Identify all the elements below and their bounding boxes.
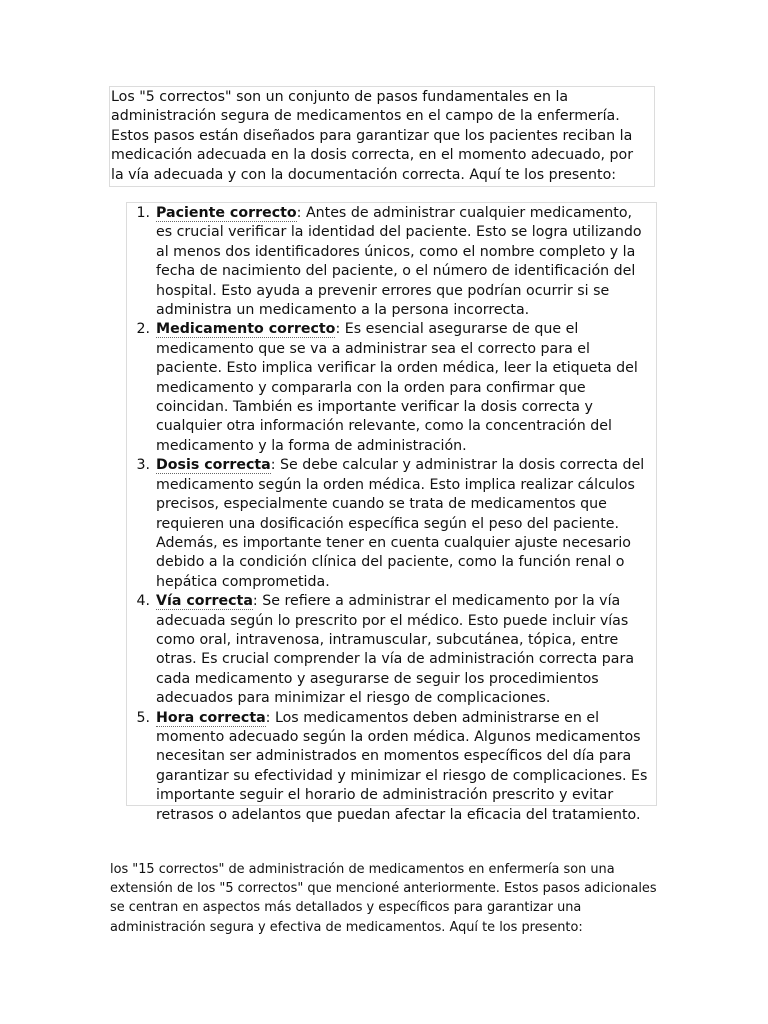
five-rights-list-box xyxy=(126,202,657,823)
list-item xyxy=(136,204,652,320)
list-item-number: 2. xyxy=(136,321,150,338)
list-item-title: Medicamento correcto xyxy=(156,321,336,338)
list-item-text: : Es esencial asegurarse de que el medicamento que se va a administrar sea el correcto para el paciente. Esto implica verificar la orden médica, leer la etiqueta del medicamento y compararla con la orden para confirmar que coincidan. También es importante verificar la dosis correcta y cualquier otra información relevante, como la concentración del medicamento y la forma de administración. xyxy=(156,321,638,454)
five-rights-list xyxy=(127,204,656,825)
list-item-text: : Se debe calcular y administrar la dosis correcta del medicamento según la orden médica. Esto implica realizar cálculos precisos, especialmente cuando se trata de medicamentos que requieren una dosificación específica según el peso del paciente. Además, es importante tener en cuenta cualquier ajuste necesario debido a la condición clínica del paciente, como la función renal o hepática comprometida. xyxy=(156,457,645,590)
list-item xyxy=(136,709,652,825)
list-item-text: : Se refiere a administrar el medicamento por la vía adecuada según lo prescrito por el médico. Esto puede incluir vías como oral, intravenosa, intramuscular, subcutánea, tópica, entre otras. Es crucial comprender la vía de administración correcta para cada medicamento y asegurarse de seguir los procedimientos adecuados para minimizar el riesgo de complicaciones. xyxy=(156,593,635,707)
list-item-number: 4. xyxy=(136,593,150,610)
list-item-number: 3. xyxy=(136,457,150,474)
list-item-text: : Antes de administrar cualquier medicamento, es crucial verificar la identidad del paciente. Esto se logra utilizando al menos dos identificadores únicos, como el nombre completo y la fecha de nacimiento del paciente, o el número de identificación del hospital. Esto ayuda a prevenir errores que podrían ocurrir si se administra un medicamento a la persona incorrecta. xyxy=(156,205,642,319)
list-item-number: 1. xyxy=(136,205,150,221)
list-item-title: Paciente correcto xyxy=(156,205,297,221)
list-item-text: : Los medicamentos deben administrarse en el momento adecuado según la orden médica. Algunos medicamentos necesitan ser administrados en momentos específicos del día para garantizar su efectividad y minimizar el riesgo de complicaciones. Es importante seguir el horario de administración prescrito y evitar retrasos o adelantos que puedan afectar la eficacia del tratamiento. xyxy=(156,709,648,823)
intro-paragraph: Los "5 correctos" son un conjunto de pasos fundamentales en la administración segura de medicamentos en el campo de la enfermería. Estos pasos están diseñados para garantizar que los pacientes reciban la medicación adecuada en la dosis correcta, en el momento adecuado, por la vía adecuada y con la documentación correcta. Aquí te los presento: xyxy=(109,86,655,187)
list-item xyxy=(136,456,652,592)
list-item xyxy=(136,320,652,456)
list-item-title: Dosis correcta xyxy=(156,457,271,474)
outro-paragraph: los "15 correctos" de administración de medicamentos en enfermería son una extensión de los "5 correctos" que mencioné anteriormente. Estos pasos adicionales se centran en aspectos más detallados y específicos para garantizar una administración segura y efectiva de medicamentos. Aquí te los presento: xyxy=(110,862,657,935)
list-item xyxy=(136,592,652,708)
list-item-number: 5. xyxy=(136,709,150,726)
list-item-title: Vía correcta xyxy=(156,593,253,610)
list-item-title: Hora correcta xyxy=(156,709,266,726)
